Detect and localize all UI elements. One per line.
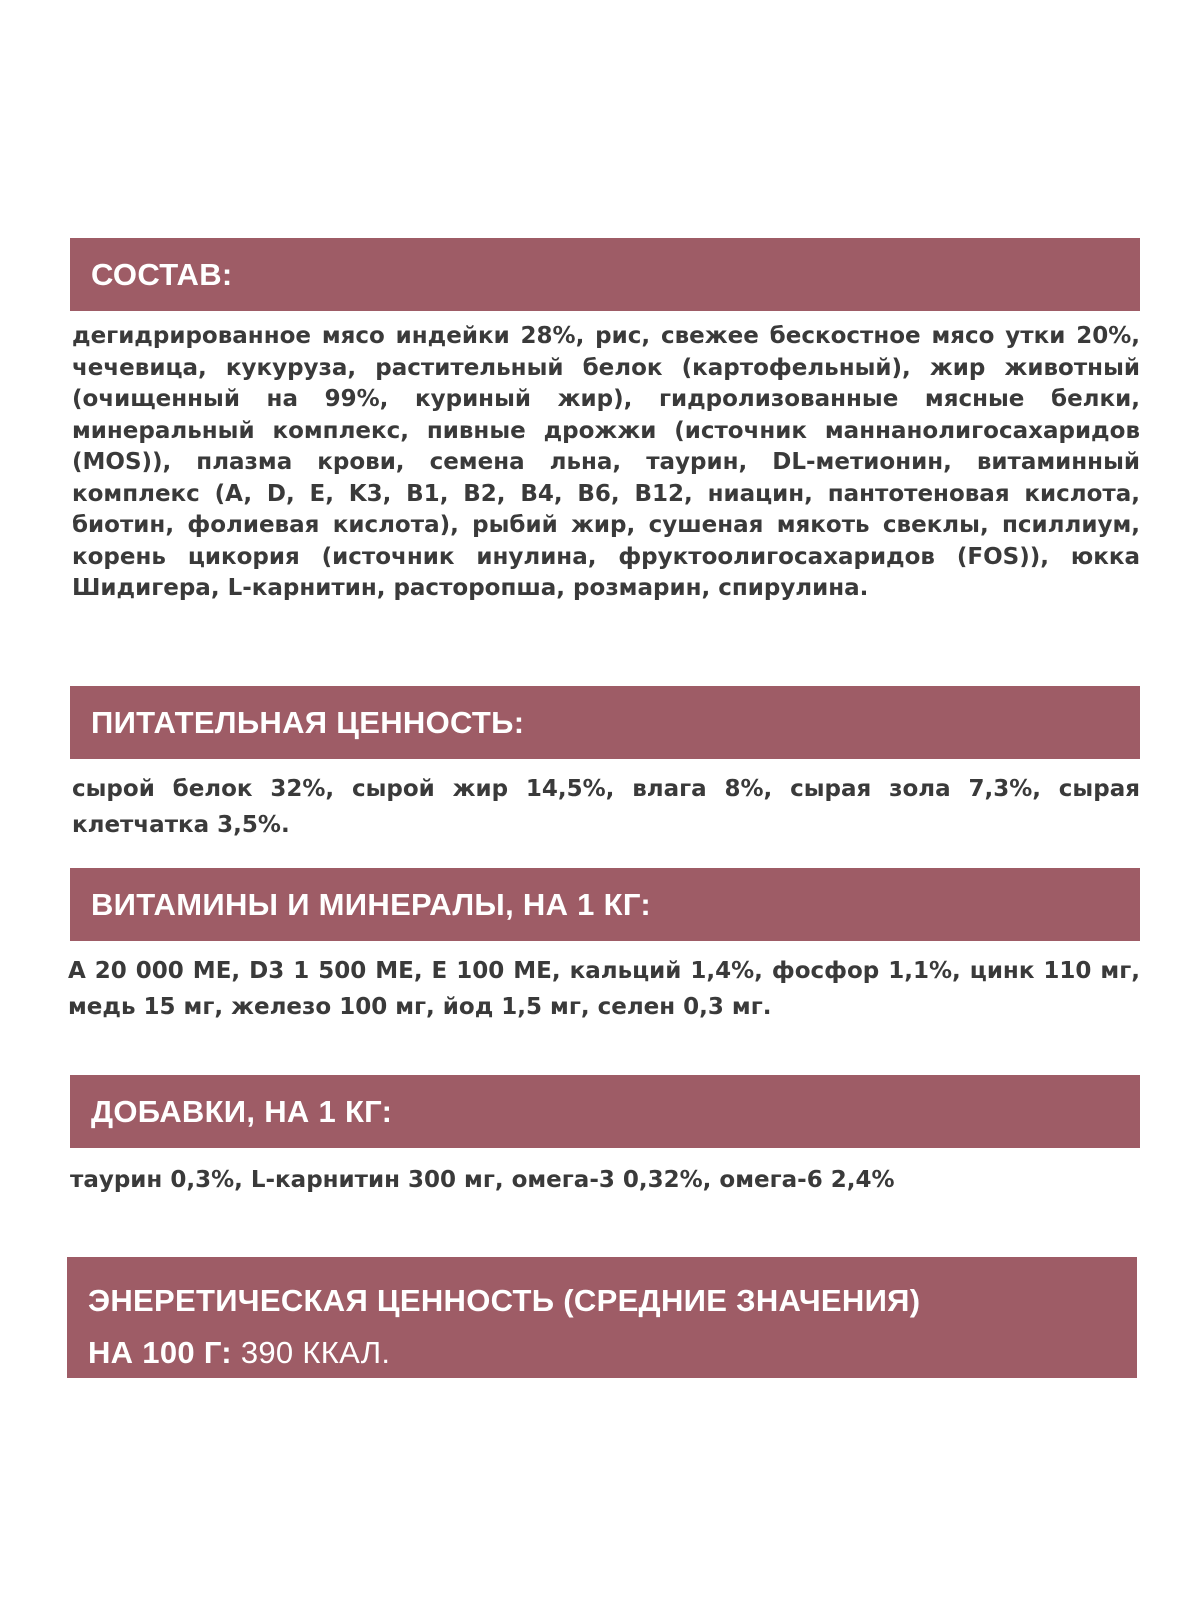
energy-title: ЭНЕРЕТИЧЕСКАЯ ЦЕННОСТЬ (СРЕДНИЕ ЗНАЧЕНИЯ) xyxy=(88,1283,921,1318)
nutrition-text: сырой белок 32%, сырой жир 14,5%, влага 8%, сырая зола 7,3%, сырая клетчатка 3,5%. xyxy=(72,776,1140,838)
nutrition-title: ПИТАТЕЛЬНАЯ ЦЕННОСТЬ: xyxy=(91,704,525,740)
energy-header xyxy=(67,1257,1137,1378)
additives-text: таурин 0,3%, L-карнитин 300 мг, омега-3 0,32%, омега-6 2,4% xyxy=(70,1167,895,1193)
energy-value: 390 ККАЛ. xyxy=(240,1335,391,1370)
vitamins-title: ВИТАМИНЫ И МИНЕРАЛЫ, НА 1 КГ: xyxy=(91,886,651,922)
vitamins-header xyxy=(70,868,1140,941)
energy-line xyxy=(88,1327,1137,1379)
energy-label: НА 100 Г: xyxy=(88,1335,232,1370)
composition-title: СОСТАВ: xyxy=(91,256,233,292)
nutrition-header xyxy=(70,686,1140,759)
composition-text: дегидрированное мясо индейки 28%, рис, свежее бескостное мясо утки 20%, чечевица, кукуруза, растительный белок (картофельный), жир животный (очищенный на 99%, куриный жир), гидролизованные мясные белки, минеральный комплекс, пивные дрожжи (источник маннанолигосахаридов (MOS)), плазма крови, семена льна, таурин, DL-метионин, витаминный комплекс (A, D, E, K3, B1, B2, B4, B6, B12, ниацин, пантотеновая кислота, биотин, фолиевая кислота), рыбий жир, сушеная мякоть свеклы, псиллиум, корень цикория (источник инулина, фруктоолигосахаридов (FOS)), юкка Шидигера, L-карнитин, расторопша, розмарин, спирулина. xyxy=(72,323,1140,601)
additives-header xyxy=(70,1075,1140,1148)
composition-header xyxy=(70,238,1140,311)
additives-title: ДОБАВКИ, НА 1 КГ: xyxy=(91,1093,393,1129)
vitamins-text: А 20 000 МЕ, D3 1 500 МЕ, Е 100 МЕ, кальций 1,4%, фосфор 1,1%, цинк 110 мг, медь 15 мг, железо 100 мг, йод 1,5 мг, селен 0,3 мг. xyxy=(68,958,1140,1020)
